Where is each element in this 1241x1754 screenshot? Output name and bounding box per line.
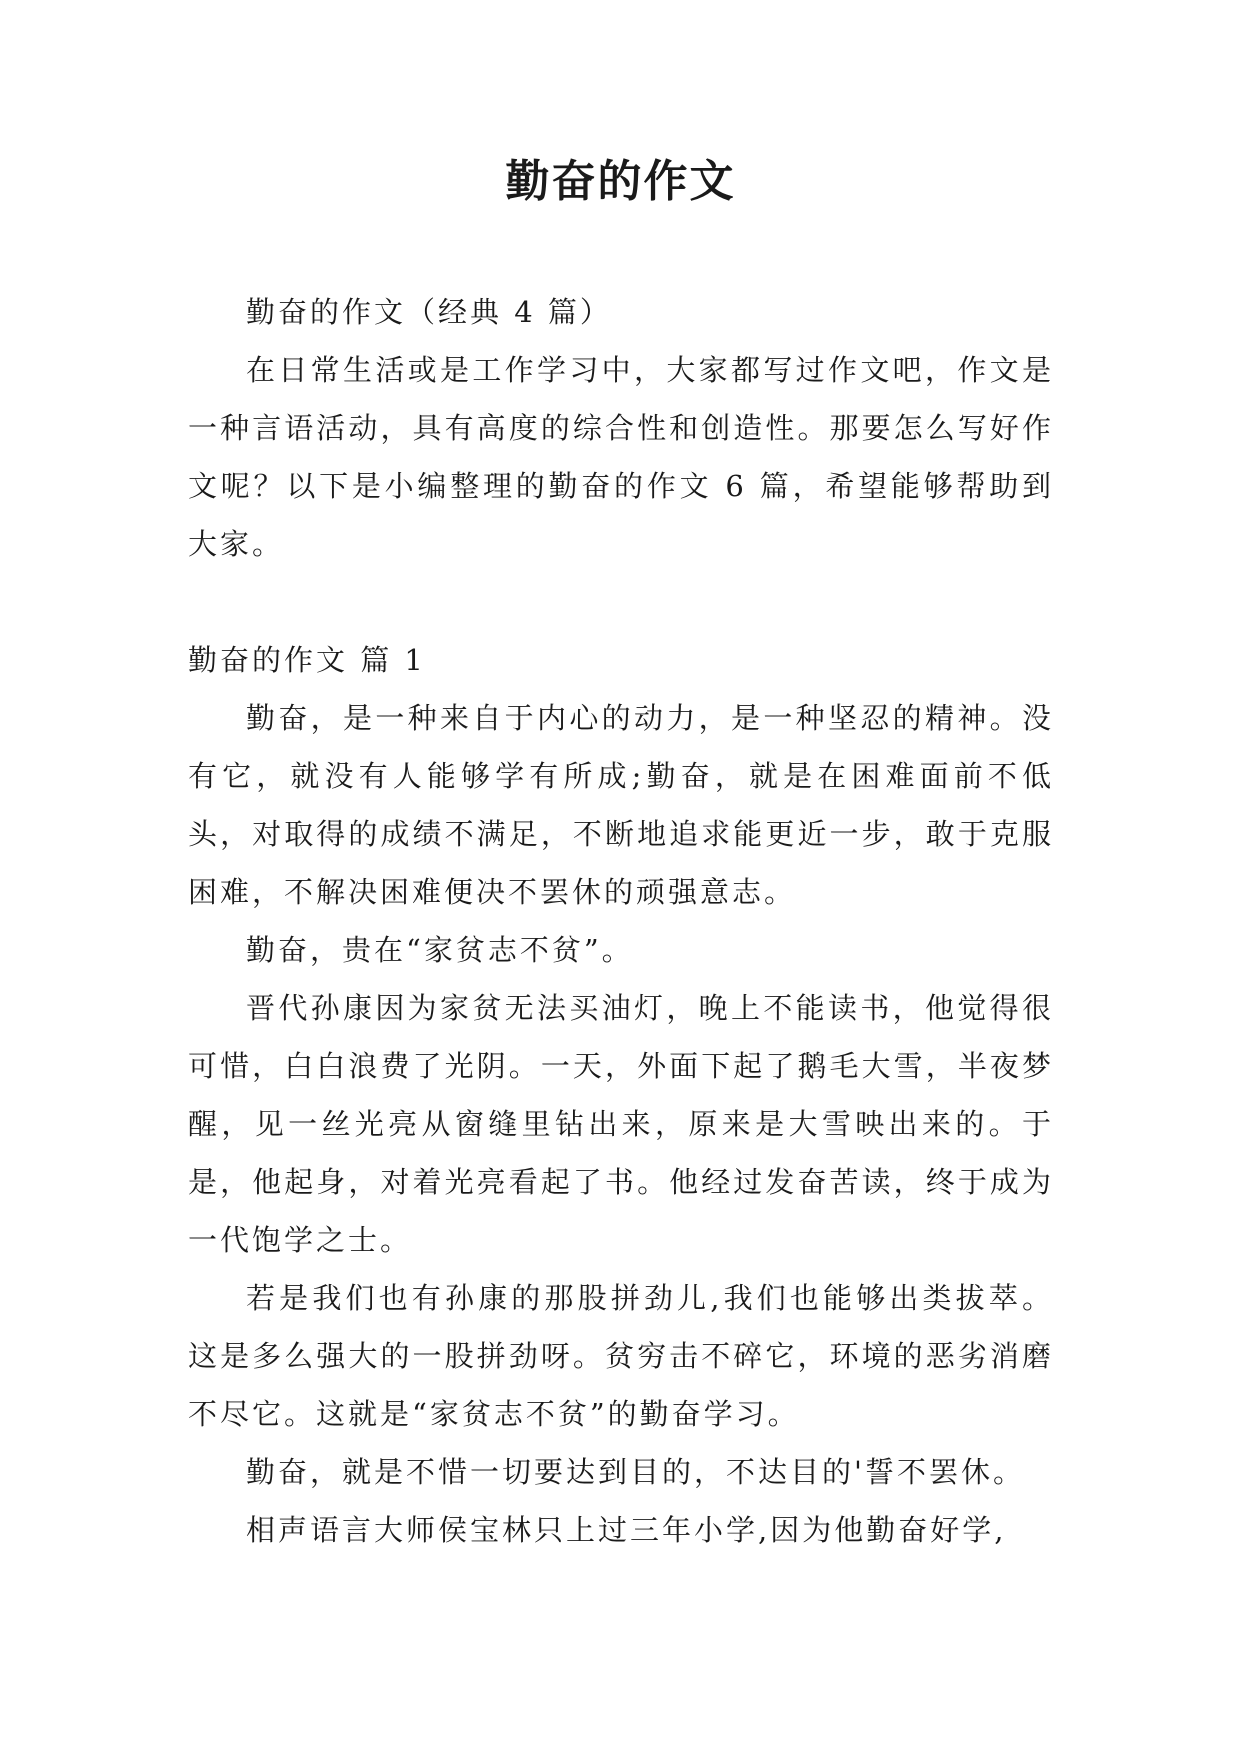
body-paragraph: 相声语言大师侯宝林只上过三年小学,因为他勤奋好学, xyxy=(246,1513,1007,1547)
document-title: 勤奋的作文 xyxy=(505,156,736,207)
intro-paragraph: 在日常生活或是工作学习中，大家都写过作文吧，作文是一种言语活动，具有高度的综合性和创造性。那要怎么写好作文呢？以下是小编整理的勤奋的作文 6 篇，希望能够帮助到大家。 xyxy=(188,353,1054,561)
document-body xyxy=(188,283,1054,1559)
body-paragraph: 若是我们也有孙康的那股拼劲儿,我们也能够出类拔萃。这是多么强大的一股拼劲呀。贫穷击不碎它，环境的恶劣消磨不尽它。这就是“家贫志不贫”的勤奋学习。 xyxy=(188,1281,1054,1431)
body-paragraph: 勤奋，是一种来自于内心的动力，是一种坚忍的精神。没有它，就没有人能够学有所成;勤奋，就是在困难面前不低头，对取得的成绩不满足，不断地追求能更近一步，敢于克服困难，不解决困难便决不罢休的顽强意志。 xyxy=(188,701,1054,909)
document-subtitle: 勤奋的作文（经典 4 篇） xyxy=(246,295,612,329)
body-paragraph: 勤奋，贵在“家贫志不贫”。 xyxy=(246,933,634,967)
body-paragraph: 晋代孙康因为家贫无法买油灯，晚上不能读书，他觉得很可惜，白白浪费了光阴。一天，外面下起了鹅毛大雪，半夜梦醒，见一丝光亮从窗缝里钻出来，原来是大雪映出来的。于是，他起身，对着光亮看起了书。他经过发奋苦读，终于成为一代饱学之士。 xyxy=(188,991,1054,1257)
section-spacer xyxy=(188,573,1054,631)
body-paragraph: 勤奋，就是不惜一切要达到目的，不达目的'誓不罢休。 xyxy=(246,1455,1025,1489)
section-heading: 勤奋的作文 篇 1 xyxy=(188,643,426,677)
